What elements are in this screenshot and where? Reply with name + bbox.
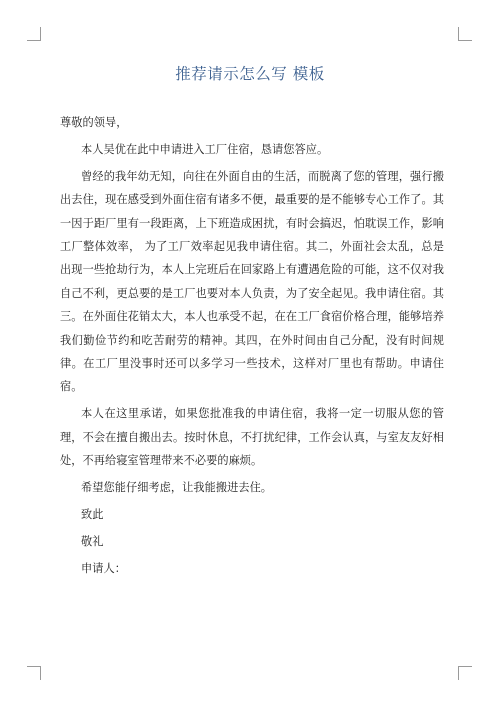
paragraph-3: 本人在这里承诺，如果您批准我的申请住宿，我将一定一切服从您的管理，不会在擅自搬出去。按时休息，不打扰纪律，工作会认真，与室友友好相处，不再给寝室管理带来不必要的麻烦。 xyxy=(60,407,444,468)
paragraph-1: 本人吴优在此中申请进入工厂住宿，恳请您答应。 xyxy=(81,142,329,156)
closing-line-2: 敬礼 xyxy=(81,534,104,548)
crop-mark-bottom-right xyxy=(458,666,472,680)
paragraph-4: 希望您能仔细考虑，让我能搬进去住。 xyxy=(81,481,273,495)
salutation: 尊敬的领导， xyxy=(60,116,128,129)
document-title: 推荐请示怎么写 模板 xyxy=(175,65,325,83)
crop-mark-top-left xyxy=(27,27,41,41)
crop-mark-bottom-left xyxy=(27,666,41,680)
closing-line-1: 致此 xyxy=(81,508,104,521)
document-body xyxy=(60,111,444,584)
crop-mark-top-right xyxy=(458,27,472,41)
applicant-label: 申请人： xyxy=(81,561,126,575)
paragraph-2: 曾经的我年幼无知，向往在外面自由的生活，而脱离了您的管理，强行搬出去住，现在感受到外面住宿有诸多不便，最重要的是不能够专心工作了。其一因于距厂里有一段距离，上下班造成困扰，有时会搞迟，怕耽误工作，影响工厂整体效率， 为了工厂效率起见我申请住宿。其二，外面社会太乱，总是出现一些抢劫行为，本人上完班后在回家路上有遭遇危险的可能，这不仅对我自己不利，更总要的是工厂也要对本人负责，为了安全起见。我申请住宿。其三。在外面住花销太大，本人也承受不起，在在工厂食宿价格合理，能够培养我们勤俭节约和吃苦耐劳的精神。其四，在外时间由自己分配，没有时间规律。在工厂里没事时还可以多学习一些技术，这样对厂里也有帮助。申请住宿。 xyxy=(60,169,444,394)
